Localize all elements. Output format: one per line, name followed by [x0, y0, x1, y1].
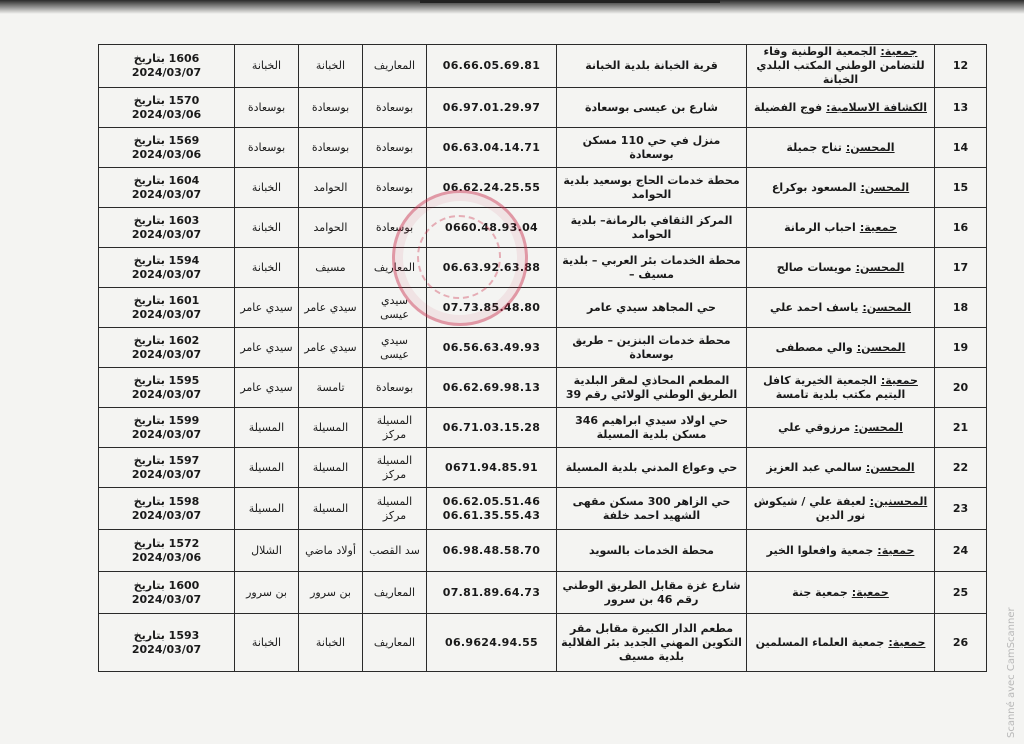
row-number: 25 [935, 572, 987, 614]
reference-date: 2024/03/07 [131, 427, 202, 441]
reference-cell [99, 448, 235, 488]
row-number: 13 [935, 88, 987, 128]
beneficiary-name [747, 168, 935, 208]
beneficiary-name [747, 614, 935, 672]
reference-number: 1600 بتاريخ [133, 578, 200, 592]
reference-cell [99, 328, 235, 368]
beneficiary-name [747, 88, 935, 128]
row-number: 17 [935, 248, 987, 288]
daira-cell: بوسعادة [363, 128, 427, 168]
phone-cell: 06.97.01.29.97 [427, 88, 557, 128]
address-cell: محطة خدمات البنزين – طريق بوسعادة [557, 328, 747, 368]
beneficiary-name [747, 45, 935, 88]
reference-number: 1601 بتاريخ [133, 293, 200, 307]
phone-cell: 06.62.24.25.55 [427, 168, 557, 208]
commune-cell: الحوامد [299, 168, 363, 208]
place-cell: الخبانة [235, 614, 299, 672]
commune-cell: بوسعادة [299, 128, 363, 168]
address-cell: المطعم المحاذي لمقر البلدية الطريق الوطني الولائي رقم 39 [557, 368, 747, 408]
entity-name: جمعية جنة [792, 585, 848, 599]
commune-cell: بن سرور [299, 572, 363, 614]
reference-number: 1606 بتاريخ [133, 52, 200, 65]
commune-cell: المسيلة [299, 408, 363, 448]
watermark-text: Scanné avec CamScanner [1006, 607, 1017, 738]
place-cell: الخبانة [235, 168, 299, 208]
daira-cell: المعاريف [363, 45, 427, 88]
daira-cell: بوسعادة [363, 208, 427, 248]
reference-number: 1602 بتاريخ [133, 333, 200, 347]
reference-date: 2024/03/07 [131, 307, 202, 321]
row-number: 23 [935, 488, 987, 530]
beneficiary-name [747, 248, 935, 288]
reference-cell [99, 128, 235, 168]
entity-kind: الكشافة الاسلامية: [826, 100, 927, 114]
phone-cell: 07.81.89.64.73 [427, 572, 557, 614]
row-number: 22 [935, 448, 987, 488]
daira-cell: سد القصب [363, 530, 427, 572]
place-cell: الخبانة [235, 248, 299, 288]
entity-kind: المحسن: [845, 140, 895, 154]
address-cell: حي وعواع المدني بلدية المسيلة [557, 448, 747, 488]
reference-number: 1603 بتاريخ [133, 213, 200, 227]
place-cell: المسيلة [235, 488, 299, 530]
daira-cell: بوسعادة [363, 168, 427, 208]
reference-cell [99, 572, 235, 614]
entity-kind: جمعية: [888, 635, 926, 649]
reference-number: 1570 بتاريخ [133, 93, 200, 107]
entity-name: مرزوقي علي [778, 420, 851, 434]
entity-name: فوج الفضيلة [754, 100, 823, 114]
entity-kind: جمعية: [880, 45, 918, 58]
reference-date: 2024/03/07 [131, 642, 202, 656]
reference-date: 2024/03/07 [131, 267, 202, 281]
reference-date: 2024/03/06 [131, 107, 202, 121]
beneficiary-name [747, 408, 935, 448]
entity-name: لعيفة علي / شيكوش نور الدين [753, 494, 866, 522]
address-cell: حي المجاهد سيدي عامر [557, 288, 747, 328]
daira-cell: المعاريف [363, 614, 427, 672]
reference-cell [99, 368, 235, 408]
place-cell: الشلال [235, 530, 299, 572]
daira-cell: المسيلة مركز [363, 408, 427, 448]
row-number: 19 [935, 328, 987, 368]
daira-cell: المعاريف [363, 248, 427, 288]
reference-date: 2024/03/07 [131, 592, 202, 606]
beneficiary-name [747, 448, 935, 488]
place-cell: بوسعادة [235, 128, 299, 168]
commune-cell: الخبانة [299, 614, 363, 672]
phone-cell: 06.98.48.58.70 [427, 530, 557, 572]
commune-cell: المسيلة [299, 488, 363, 530]
address-cell: شارع غزة مقابل الطريق الوطني رقم 46 بن سرور [557, 572, 747, 614]
place-cell: سيدي عامر [235, 368, 299, 408]
commune-cell: بوسعادة [299, 88, 363, 128]
table-row [99, 288, 987, 328]
row-number: 12 [935, 45, 987, 88]
reference-cell [99, 45, 235, 88]
registry-rows [99, 45, 987, 672]
reference-number: 1599 بتاريخ [133, 413, 200, 427]
beneficiary-name [747, 530, 935, 572]
reference-number: 1594 بتاريخ [133, 253, 200, 267]
commune-cell: مسيف [299, 248, 363, 288]
place-cell: بوسعادة [235, 88, 299, 128]
reference-date: 2024/03/07 [131, 347, 202, 361]
address-cell: قرية الخبانة بلدية الخبانة [557, 45, 747, 88]
reference-cell [99, 168, 235, 208]
phone-cell: 06.63.92.63.88 [427, 248, 557, 288]
beneficiary-name [747, 208, 935, 248]
commune-cell: الحوامد [299, 208, 363, 248]
reference-number: 1572 بتاريخ [133, 536, 200, 550]
entity-kind: المحسن: [865, 460, 915, 474]
entity-kind: جمعية: [851, 585, 889, 599]
reference-date: 2024/03/07 [131, 467, 202, 481]
entity-kind: جمعية: [859, 220, 897, 234]
top-rule [420, 0, 720, 3]
place-cell: سيدي عامر [235, 288, 299, 328]
address-cell: محطة خدمات الحاج بوسعيد بلدية الحوامد [557, 168, 747, 208]
daira-cell: المسيلة مركز [363, 448, 427, 488]
reference-cell [99, 88, 235, 128]
table-row [99, 572, 987, 614]
row-number: 20 [935, 368, 987, 408]
reference-number: 1595 بتاريخ [133, 373, 200, 387]
row-number: 18 [935, 288, 987, 328]
row-number: 14 [935, 128, 987, 168]
entity-name: المسعود بوكراع [771, 180, 857, 194]
reference-cell [99, 408, 235, 448]
reference-cell [99, 530, 235, 572]
place-cell: المسيلة [235, 448, 299, 488]
reference-date: 2024/03/07 [131, 227, 202, 241]
phone-cell: 0660.48.93.04 [427, 208, 557, 248]
table-row [99, 208, 987, 248]
table-row [99, 168, 987, 208]
place-cell: الخبانة [235, 208, 299, 248]
entity-kind: جمعية: [877, 543, 915, 557]
phone-cell: 06.66.05.69.81 [427, 45, 557, 88]
row-number: 24 [935, 530, 987, 572]
entity-name: مويسات صالح [776, 260, 852, 274]
address-cell: حي الزاهر 300 مسكن مقهى الشهيد احمد خلفة [557, 488, 747, 530]
daira-cell: سيدي عيسى [363, 328, 427, 368]
entity-name: والي مصطفى [775, 340, 853, 354]
reference-cell [99, 288, 235, 328]
beneficiary-name [747, 128, 935, 168]
phone-cell: 06.63.04.14.71 [427, 128, 557, 168]
table-row [99, 45, 987, 88]
table-row [99, 248, 987, 288]
reference-cell [99, 488, 235, 530]
entity-kind: المحسن: [855, 260, 905, 274]
commune-cell: المسيلة [299, 448, 363, 488]
entity-name: الجمعية الخيرية كافل اليتيم مكتب بلدية تامسة [763, 373, 906, 401]
commune-cell: سيدي عامر [299, 328, 363, 368]
reference-number: 1604 بتاريخ [133, 173, 200, 187]
daira-cell: بوسعادة [363, 368, 427, 408]
beneficiary-name [747, 288, 935, 328]
entity-kind: المحسن: [860, 180, 910, 194]
entity-kind: المحسن: [854, 420, 903, 434]
place-cell: بن سرور [235, 572, 299, 614]
address-cell: مطعم الدار الكبيرة مقابل مقر التكوين المهني الجديد بئر الفلالية بلدية مسيف [557, 614, 747, 672]
reference-date: 2024/03/07 [131, 508, 202, 522]
entity-name: الجمعية الوطنية وفاء للتضامن الوطني المكتب البلدي الخبانة [756, 45, 925, 86]
reference-date: 2024/03/07 [131, 187, 202, 201]
camscanner-watermark [1000, 600, 1020, 740]
reference-date: 2024/03/06 [131, 550, 202, 564]
address-cell: منزل في حي 110 مسكن بوسعادة [557, 128, 747, 168]
entity-kind: المحسن: [856, 340, 906, 354]
address-cell: محطة الخدمات بئر العربي – بلدية مسيف – [557, 248, 747, 288]
table-row [99, 128, 987, 168]
commune-cell: تامسة [299, 368, 363, 408]
beneficiary-name [747, 572, 935, 614]
table-row [99, 614, 987, 672]
daira-cell: بوسعادة [363, 88, 427, 128]
commune-cell: سيدي عامر [299, 288, 363, 328]
beneficiary-name [747, 328, 935, 368]
daira-cell: المسيلة مركز [363, 488, 427, 530]
phone-cell: 06.9624.94.55 [427, 614, 557, 672]
reference-cell [99, 248, 235, 288]
table-row [99, 408, 987, 448]
entity-name: احباب الرمانة [784, 220, 856, 234]
phone-cell: 06.56.63.49.93 [427, 328, 557, 368]
commune-cell: الخبانة [299, 45, 363, 88]
reference-number: 1597 بتاريخ [133, 453, 200, 467]
address-cell: المركز الثقافي بالرمانة– بلدية الحوامد [557, 208, 747, 248]
entity-name: ياسف احمد علي [769, 300, 859, 314]
entity-kind: المحسن: [862, 300, 912, 314]
beneficiary-name [747, 368, 935, 408]
place-cell: الخبانة [235, 45, 299, 88]
entity-name: جمعية وافعلوا الخير [766, 543, 874, 557]
registry-table [98, 44, 987, 672]
place-cell: المسيلة [235, 408, 299, 448]
reference-date: 2024/03/06 [131, 147, 202, 161]
reference-cell [99, 614, 235, 672]
phone-cell: 0671.94.85.91 [427, 448, 557, 488]
address-cell: شارع بن عيسى بوسعادة [557, 88, 747, 128]
entity-name: سالمي عبد العزيز [766, 460, 862, 474]
address-cell: محطة الخدمات بالسويد [557, 530, 747, 572]
entity-name: جمعية العلماء المسلمين [755, 635, 885, 649]
row-number: 26 [935, 614, 987, 672]
phone-cell: 06.62.69.98.13 [427, 368, 557, 408]
daira-cell: المعاريف [363, 572, 427, 614]
table-row [99, 328, 987, 368]
reference-date: 2024/03/07 [131, 387, 202, 401]
table-row [99, 488, 987, 530]
phone-cell: 06.71.03.15.28 [427, 408, 557, 448]
reference-number: 1569 بتاريخ [133, 133, 200, 147]
phone-cell: 06.62.05.51.46 06.61.35.55.43 [427, 488, 557, 530]
row-number: 21 [935, 408, 987, 448]
table-row [99, 448, 987, 488]
reference-date: 2024/03/07 [131, 66, 202, 79]
daira-cell: سيدي عيسى [363, 288, 427, 328]
table-row [99, 368, 987, 408]
reference-number: 1593 بتاريخ [133, 628, 200, 642]
address-cell: حي اولاد سيدي ابراهيم 346 مسكن بلدية المسيلة [557, 408, 747, 448]
row-number: 16 [935, 208, 987, 248]
entity-name: تناح جميلة [786, 140, 842, 154]
beneficiary-name [747, 488, 935, 530]
reference-number: 1598 بتاريخ [133, 494, 200, 508]
phone-cell: 07.73.85.48.80 [427, 288, 557, 328]
commune-cell: أولاد ماضي [299, 530, 363, 572]
reference-cell [99, 208, 235, 248]
entity-kind: جمعية: [880, 373, 918, 387]
table-row [99, 88, 987, 128]
place-cell: سيدي عامر [235, 328, 299, 368]
row-number: 15 [935, 168, 987, 208]
table-row [99, 530, 987, 572]
entity-kind: المحسنين: [869, 494, 928, 508]
